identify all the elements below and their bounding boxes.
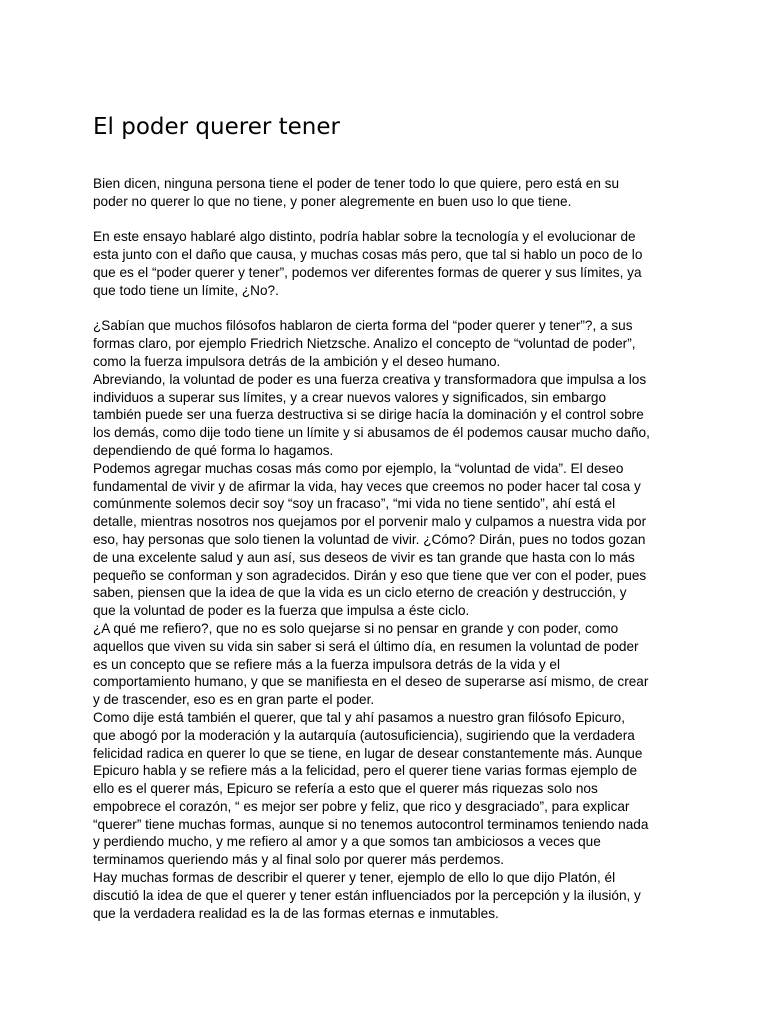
text-line: de una excelente salud y aun así, sus deseos de vivir es tan grande que hasta con lo más [93, 549, 635, 565]
text-line: empobrece el corazón, “ es mejor ser pobre y feliz, que rico y desgraciado”, para explicar [93, 798, 630, 814]
text-line: también puede ser una fuerza destructiva si se dirige hacía la dominación y el control sobre [93, 407, 644, 423]
text-line: los demás, como dije todo tiene un límite y si abusamos de él podemos causar mucho daño, [93, 425, 650, 441]
text-line: poder no querer lo que no tiene, y poner alegremente en buen uso lo que tiene. [93, 193, 572, 209]
document-title: El poder querer tener [93, 114, 340, 140]
text-line: Epicuro habla y se refiere más a la felicidad, pero el querer tiene varias formas ejemplo de [93, 763, 638, 779]
text-line: dependiendo de qué forma lo hagamos. [93, 442, 334, 458]
paragraph-gap [93, 211, 693, 229]
text-line: discutió la idea de que el querer y tener están influenciados por la percepción y la ilusión, y [93, 887, 641, 903]
text-line: comportamiento humano, y que se manifiesta en el deseo de superarse así mismo, de crear [93, 674, 649, 690]
text-line: eso, hay personas que solo tienen la voluntad de vivir. ¿Cómo? Dirán, pues no todos gozan [93, 531, 646, 547]
text-line: “querer” tiene muchas formas, aunque si no tenemos autocontrol terminamos teniendo nada [93, 816, 649, 832]
text-line: aquellos que viven su vida sin saber si será el último día, en resumen la voluntad de poder [93, 638, 639, 654]
paragraph [93, 317, 693, 922]
text-line: Abreviando, la voluntad de poder es una fuerza creativa y transformadora que impulsa a los [93, 371, 647, 387]
text-line: que es el “poder querer y tener”, podemos ver diferentes formas de querer y sus límites, ya [93, 264, 642, 280]
text-line: individuos a superar sus límites, y a crear nuevos valores y significados, sin embargo [93, 389, 607, 405]
text-line: detalle, mientras nosotros nos quejamos por el porvenir malo y culpamos a nuestra vida por [93, 514, 647, 530]
text-line: y perdiendo mucho, y me refiero al amor y a que somos tan ambiciosos a veces que [93, 834, 601, 850]
text-line: como la fuerza impulsora detrás de la ambición y el deseo humano. [93, 353, 501, 369]
text-line: es un concepto que se refiere más a la fuerza impulsora detrás de la vida y el [93, 656, 560, 672]
text-line: que abogó por la moderación y la autarquía (autosuficiencia), sugiriendo que la verdadera [93, 727, 635, 743]
text-line: saben, piensen que la idea de que la vida es un ciclo eterno de creación y destrucción, y [93, 585, 627, 601]
document-body [93, 175, 693, 922]
text-line: Hay muchas formas de describir el querer y tener, ejemplo de ello lo que dijo Platón, él [93, 870, 616, 886]
paragraph [93, 228, 693, 299]
text-line: pequeño se conforman y son agradecidos. Dirán y eso que tiene que ver con el poder, pues [93, 567, 647, 583]
text-line: Bien dicen, ninguna persona tiene el poder de tener todo lo que quiere, pero está en su [93, 176, 620, 191]
text-line: ello es el querer más, Epicuro se refería a esto que el querer más riquezas solo nos [93, 781, 598, 797]
text-line: que la verdadera realidad es la de las formas eternas e inmutables. [93, 905, 499, 921]
text-line: que todo tiene un límite, ¿No?. [93, 282, 279, 298]
text-line: que la voluntad de poder es la fuerza que impulsa a éste ciclo. [93, 603, 470, 619]
text-line: Como dije está también el querer, que tal y ahí pasamos a nuestro gran filósofo Epicuro, [93, 709, 625, 725]
text-line: Podemos agregar muchas cosas más como por ejemplo, la “voluntad de vida”. El deseo [93, 460, 624, 476]
text-line: ¿Sabían que muchos filósofos hablaron de cierta forma del “poder querer y tener”?, a sus [93, 318, 633, 334]
paragraph [93, 175, 693, 211]
text-line: felicidad radica en querer lo que se tiene, en lugar de desear constantemente más. Aunque [93, 745, 643, 761]
text-line: ¿A qué me refiero?, que no es solo quejarse si no pensar en grande y con poder, como [93, 620, 619, 636]
text-line: En este ensayo hablaré algo distinto, podría hablar sobre la tecnología y el evolucionar de [93, 229, 636, 245]
text-line: y de trascender, eso es en gran parte el poder. [93, 692, 375, 708]
text-line: esta junto con el daño que causa, y muchas cosas más pero, que tal si hablo un poco de lo [93, 247, 643, 263]
paragraph-gap [93, 300, 693, 318]
text-line: formas claro, por ejemplo Friedrich Nietzsche. Analizo el concepto de “voluntad de poder”, [93, 336, 636, 352]
text-line: terminamos queriendo más y al final solo por querer más perdemos. [93, 852, 505, 868]
text-line: comúnmente solemos decir soy “soy un fracaso”, “mi vida no tiene sentido”, ahí está el [93, 496, 616, 512]
text-line: fundamental de vivir y de afirmar la vida, hay veces que creemos no poder hacer tal cosa y [93, 478, 641, 494]
